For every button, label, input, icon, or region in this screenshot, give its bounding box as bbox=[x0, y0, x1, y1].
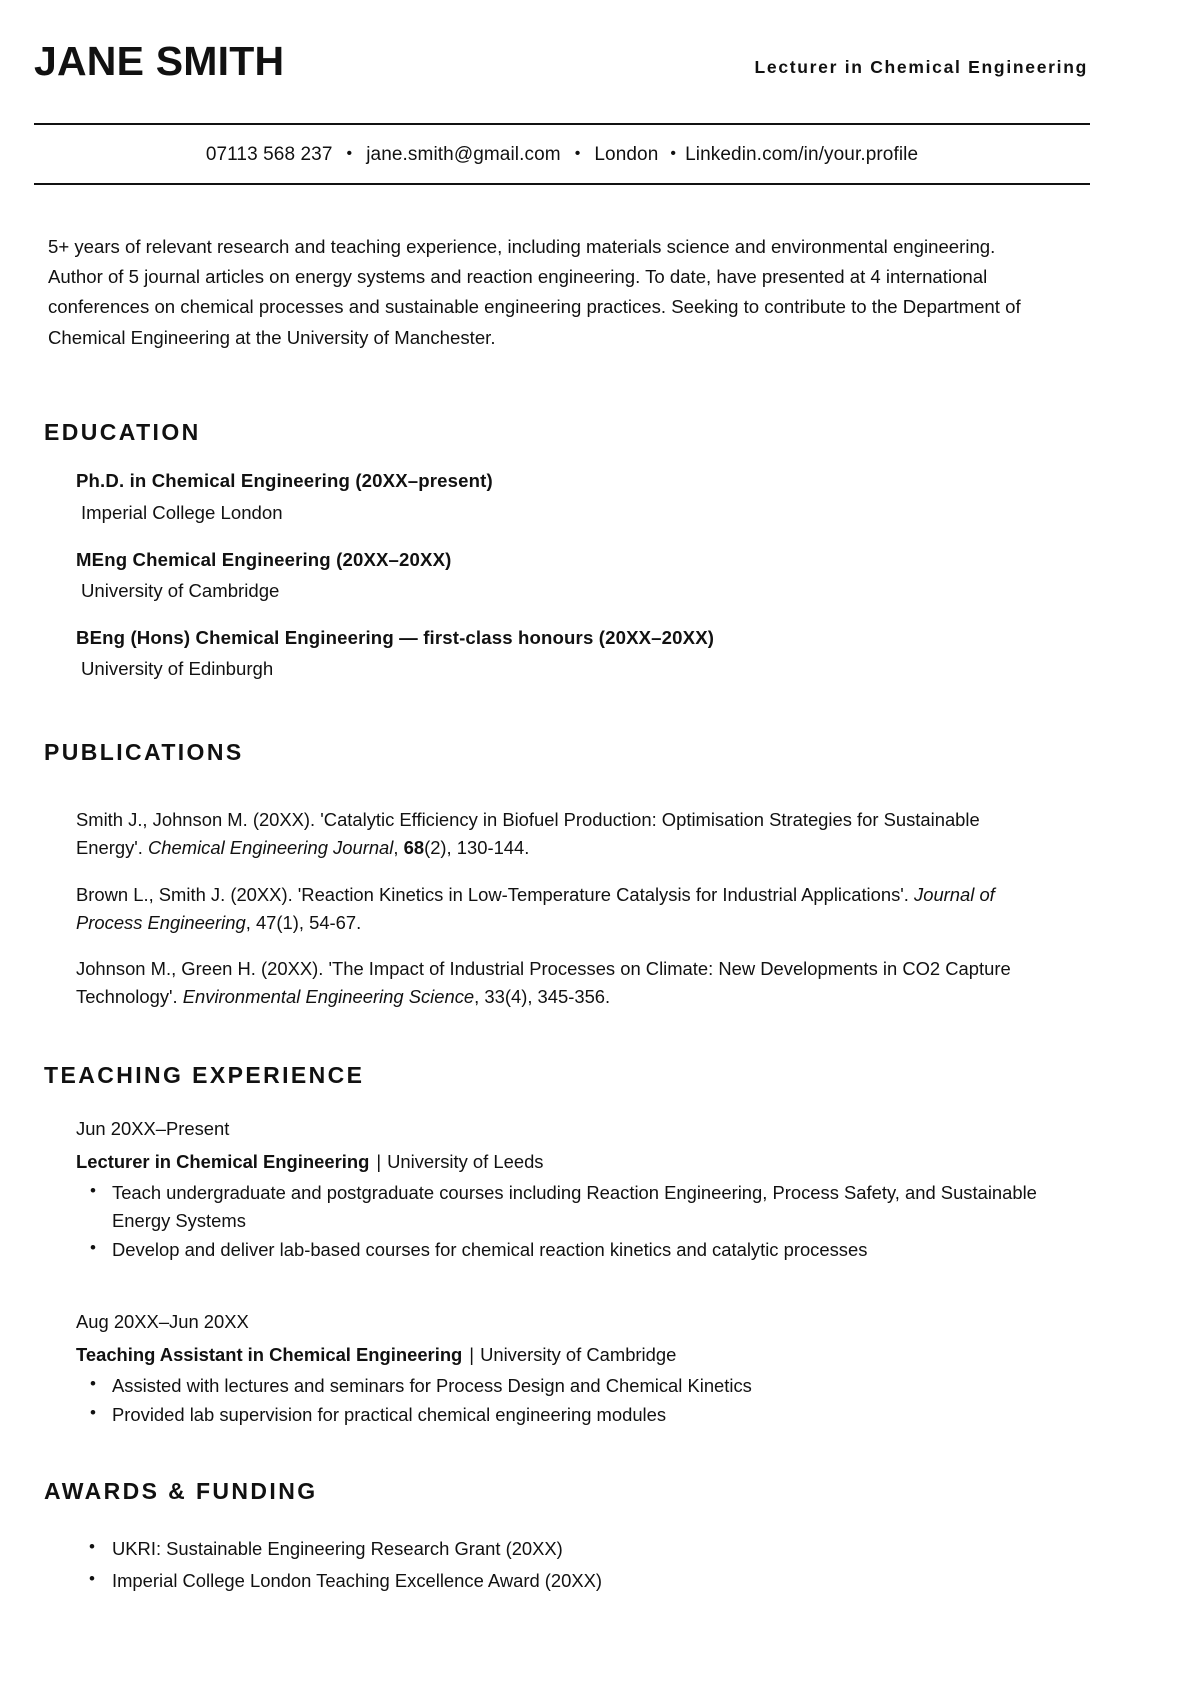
experience-dates: Jun 20XX–Present bbox=[76, 1117, 230, 1139]
publication-entry bbox=[76, 806, 1036, 862]
contact-linkedin[interactable]: Linkedin.com/in/your.profile bbox=[685, 144, 919, 166]
awards-list bbox=[34, 1505, 1090, 1595]
experience-separator: | bbox=[469, 1343, 475, 1365]
education-item bbox=[76, 468, 1090, 524]
experience-bullet: • Assisted with lectures and seminars for Process Design and Chemical Kinetics bbox=[112, 1372, 1042, 1400]
education-degree: Ph.D. in Chemical Engineering (20XX–present) bbox=[76, 470, 493, 492]
experience-role-line bbox=[76, 1341, 1090, 1371]
experience-organisation: University of Leeds bbox=[387, 1150, 544, 1172]
publication-volume: 68 bbox=[403, 837, 425, 859]
contact-separator-2: • bbox=[574, 144, 581, 162]
publication-comma: , bbox=[393, 837, 404, 859]
publications-list bbox=[34, 766, 1036, 1011]
publication-pages: (1), 54-67. bbox=[276, 911, 362, 933]
publication-comma: , bbox=[245, 911, 256, 933]
publication-journal: Environmental Engineering Science bbox=[182, 986, 475, 1007]
publication-citation-text: Brown L., Smith J. (20XX). 'Reaction Kinetics in Low-Temperature Catalysis for Industrial Applications'. bbox=[76, 883, 915, 905]
education-school: University of Edinburgh bbox=[81, 657, 274, 679]
education-degree: MEng Chemical Engineering (20XX–20XX) bbox=[76, 548, 452, 570]
experience-item bbox=[76, 1115, 1090, 1264]
publication-citation-text: Smith J., Johnson M. (20XX). 'Catalytic Efficiency in Biofuel Production: Optimisation Strategies for Sustainable Energy'. bbox=[76, 809, 980, 859]
education-degree: BEng (Hons) Chemical Engineering — first-class honours (20XX–20XX) bbox=[76, 626, 715, 648]
contact-bar bbox=[34, 125, 1090, 183]
experience-bullet: • Provided lab supervision for practical chemical engineering modules bbox=[112, 1401, 1042, 1429]
education-item bbox=[76, 547, 1090, 603]
experience-separator: | bbox=[376, 1150, 382, 1172]
candidate-job-title: Lecturer in Chemical Engineering bbox=[754, 57, 1088, 77]
experience-bullets bbox=[76, 1372, 1090, 1429]
publication-entry bbox=[76, 955, 1036, 1011]
experience-organisation: University of Cambridge bbox=[480, 1343, 677, 1365]
header-divider-bottom bbox=[34, 183, 1090, 185]
publication-journal: Journal of Process Engineering bbox=[76, 883, 995, 933]
section-heading-publications: PUBLICATIONS bbox=[44, 738, 244, 765]
experience-bullet: • Develop and deliver lab-based courses for chemical reaction kinetics and catalytic processes bbox=[112, 1236, 1042, 1264]
experience-bullets bbox=[76, 1179, 1090, 1264]
experience-item bbox=[76, 1308, 1090, 1429]
education-school: Imperial College London bbox=[81, 501, 283, 523]
publication-volume: 33 bbox=[484, 986, 505, 1007]
resume-header bbox=[34, 40, 1090, 83]
contact-location: London bbox=[594, 144, 659, 166]
experience-list bbox=[34, 1089, 1090, 1429]
experience-dates: Aug 20XX–Jun 20XX bbox=[76, 1311, 249, 1333]
publication-journal: Chemical Engineering Journal bbox=[148, 837, 394, 859]
experience-role: Lecturer in Chemical Engineering bbox=[76, 1150, 370, 1172]
publication-volume: 47 bbox=[255, 911, 277, 933]
section-heading-education: EDUCATION bbox=[44, 419, 201, 446]
professional-summary: 5+ years of relevant research and teaching experience, including materials science and environmental engineering. Author of 5 journal articles on energy systems and reaction engineering. To date, have presented at 4 international conferences on chemical processes and sustainable engineering practices. Seeking to contribute to the Department of Chemical Engineering at the University of Manchester. bbox=[48, 235, 1021, 348]
contact-phone: 07113 568 237 bbox=[205, 144, 333, 166]
experience-role: Teaching Assistant in Chemical Engineering bbox=[76, 1343, 463, 1365]
education-list bbox=[34, 446, 1090, 681]
section-heading-awards-funding: AWARDS & FUNDING bbox=[44, 1478, 318, 1505]
publication-comma: , bbox=[474, 986, 485, 1007]
education-school: University of Cambridge bbox=[81, 579, 280, 601]
publication-entry bbox=[76, 881, 1036, 937]
contact-separator-3: • bbox=[670, 144, 677, 162]
section-heading-teaching-experience: TEACHING EXPERIENCE bbox=[44, 1061, 365, 1088]
publication-citation-text: Johnson M., Green H. (20XX). 'The Impact of Industrial Processes on Climate: New Developments in CO2 Capture Technology'. bbox=[76, 958, 1011, 1007]
award-item: • UKRI: Sustainable Engineering Research Grant (20XX) bbox=[112, 1535, 1090, 1564]
contact-separator-1: • bbox=[346, 144, 353, 162]
award-item: • Imperial College London Teaching Excellence Award (20XX) bbox=[112, 1567, 1090, 1596]
contact-email[interactable]: jane.smith@gmail.com bbox=[366, 144, 561, 166]
candidate-name: JANE SMITH bbox=[34, 38, 285, 84]
experience-bullet: • Teach undergraduate and postgraduate courses including Reaction Engineering, Process Safety, and Sustainable Energy Systems bbox=[112, 1179, 1042, 1235]
publication-pages: (4), 345-356. bbox=[504, 986, 611, 1007]
experience-role-line bbox=[76, 1148, 1090, 1178]
publication-pages: (2), 130-144. bbox=[424, 837, 530, 859]
education-item bbox=[76, 625, 1090, 681]
